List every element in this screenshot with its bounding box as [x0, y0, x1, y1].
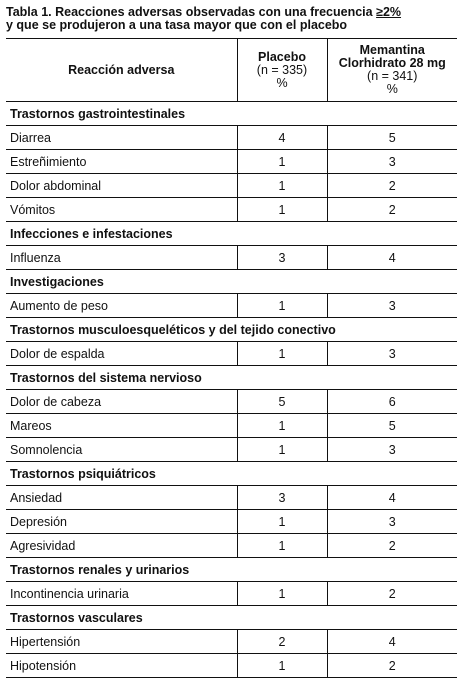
- memantine-value: 4: [327, 246, 457, 270]
- table-row: [6, 630, 457, 654]
- memantine-value: 3: [327, 438, 457, 462]
- memantine-value: 4: [327, 630, 457, 654]
- placebo-value: 1: [237, 654, 327, 678]
- header-mem-title1: Memantina: [359, 43, 425, 57]
- header-mem-n: (n = 341): [367, 69, 418, 83]
- placebo-value: 1: [237, 294, 327, 318]
- placebo-value: 1: [237, 438, 327, 462]
- table-row: [6, 150, 457, 174]
- table-row: [6, 246, 457, 270]
- placebo-value: 1: [237, 342, 327, 366]
- reaction-name: Estreñimiento: [6, 150, 237, 174]
- category-row: [6, 366, 457, 390]
- memantine-value: 5: [327, 414, 457, 438]
- category-title: Trastornos del sistema nervioso: [6, 366, 457, 390]
- adverse-reactions-table: [6, 38, 457, 678]
- category-title: Investigaciones: [6, 270, 457, 294]
- memantine-value: 3: [327, 342, 457, 366]
- category-title: Trastornos gastrointestinales: [6, 102, 457, 126]
- category-row: [6, 222, 457, 246]
- reaction-name: Hipotensión: [6, 654, 237, 678]
- memantine-value: 2: [327, 654, 457, 678]
- table-row: [6, 510, 457, 534]
- header-mem-unit: %: [386, 82, 398, 96]
- reaction-name: Aumento de peso: [6, 294, 237, 318]
- memantine-value: 2: [327, 534, 457, 558]
- reaction-name: Hipertensión: [6, 630, 237, 654]
- reaction-name: Influenza: [6, 246, 237, 270]
- table-row: [6, 390, 457, 414]
- reaction-name: Mareos: [6, 414, 237, 438]
- table-body: [6, 102, 457, 678]
- memantine-value: 3: [327, 510, 457, 534]
- reaction-name: Dolor abdominal: [6, 174, 237, 198]
- table-row: [6, 198, 457, 222]
- reaction-name: Dolor de espalda: [6, 342, 237, 366]
- table-row: [6, 486, 457, 510]
- placebo-value: 3: [237, 486, 327, 510]
- placebo-value: 5: [237, 390, 327, 414]
- placebo-value: 1: [237, 510, 327, 534]
- category-title: Trastornos musculoesqueléticos y del tejido conectivo: [6, 318, 457, 342]
- category-title: Trastornos vasculares: [6, 606, 457, 630]
- category-row: [6, 558, 457, 582]
- header-placebo-unit: %: [276, 75, 288, 90]
- reaction-name: Agresividad: [6, 534, 237, 558]
- placebo-value: 1: [237, 534, 327, 558]
- header-mem-title2: Clorhidrato 28 mg: [338, 56, 446, 70]
- header-row: [6, 39, 457, 102]
- placebo-value: 1: [237, 198, 327, 222]
- table-row: [6, 534, 457, 558]
- category-title: Trastornos renales y urinarios: [6, 558, 457, 582]
- reaction-name: Ansiedad: [6, 486, 237, 510]
- header-placebo-title: Placebo: [258, 49, 306, 64]
- category-title: Infecciones e infestaciones: [6, 222, 457, 246]
- memantine-value: 5: [327, 126, 457, 150]
- category-title: Trastornos psiquiátricos: [6, 462, 457, 486]
- memantine-value: 6: [327, 390, 457, 414]
- reaction-name: Incontinencia urinaria: [6, 582, 237, 606]
- header-placebo-n: (n = 335): [256, 62, 308, 77]
- placebo-value: 1: [237, 582, 327, 606]
- caption-threshold: ≥2%: [376, 5, 402, 19]
- header-reaction: Reacción adversa: [6, 39, 237, 102]
- table-row: [6, 294, 457, 318]
- placebo-value: 2: [237, 630, 327, 654]
- placebo-value: 1: [237, 414, 327, 438]
- placebo-value: 1: [237, 150, 327, 174]
- table-caption: [6, 6, 456, 32]
- memantine-value: 3: [327, 150, 457, 174]
- table-row: [6, 438, 457, 462]
- reaction-name: Somnolencia: [6, 438, 237, 462]
- reaction-name: Vómitos: [6, 198, 237, 222]
- placebo-value: 3: [237, 246, 327, 270]
- table-row: [6, 582, 457, 606]
- category-row: [6, 318, 457, 342]
- category-row: [6, 270, 457, 294]
- memantine-value: 3: [327, 294, 457, 318]
- header-placebo: [237, 39, 327, 102]
- category-row: [6, 462, 457, 486]
- memantine-value: 2: [327, 198, 457, 222]
- memantine-value: 2: [327, 582, 457, 606]
- caption-text-line2: y que se produjeron a una tasa mayor que con el placebo: [6, 18, 348, 32]
- table-row: [6, 174, 457, 198]
- placebo-value: 1: [237, 174, 327, 198]
- memantine-value: 4: [327, 486, 457, 510]
- table-row: [6, 126, 457, 150]
- category-row: [6, 102, 457, 126]
- memantine-value: 2: [327, 174, 457, 198]
- caption-text: Tabla 1. Reacciones adversas observadas con una frecuencia: [6, 5, 377, 19]
- table-row: [6, 414, 457, 438]
- placebo-value: 4: [237, 126, 327, 150]
- reaction-name: Dolor de cabeza: [6, 390, 237, 414]
- table-row: [6, 654, 457, 678]
- header-memantine: [327, 39, 457, 102]
- table-row: [6, 342, 457, 366]
- category-row: [6, 606, 457, 630]
- reaction-name: Diarrea: [6, 126, 237, 150]
- reaction-name: Depresión: [6, 510, 237, 534]
